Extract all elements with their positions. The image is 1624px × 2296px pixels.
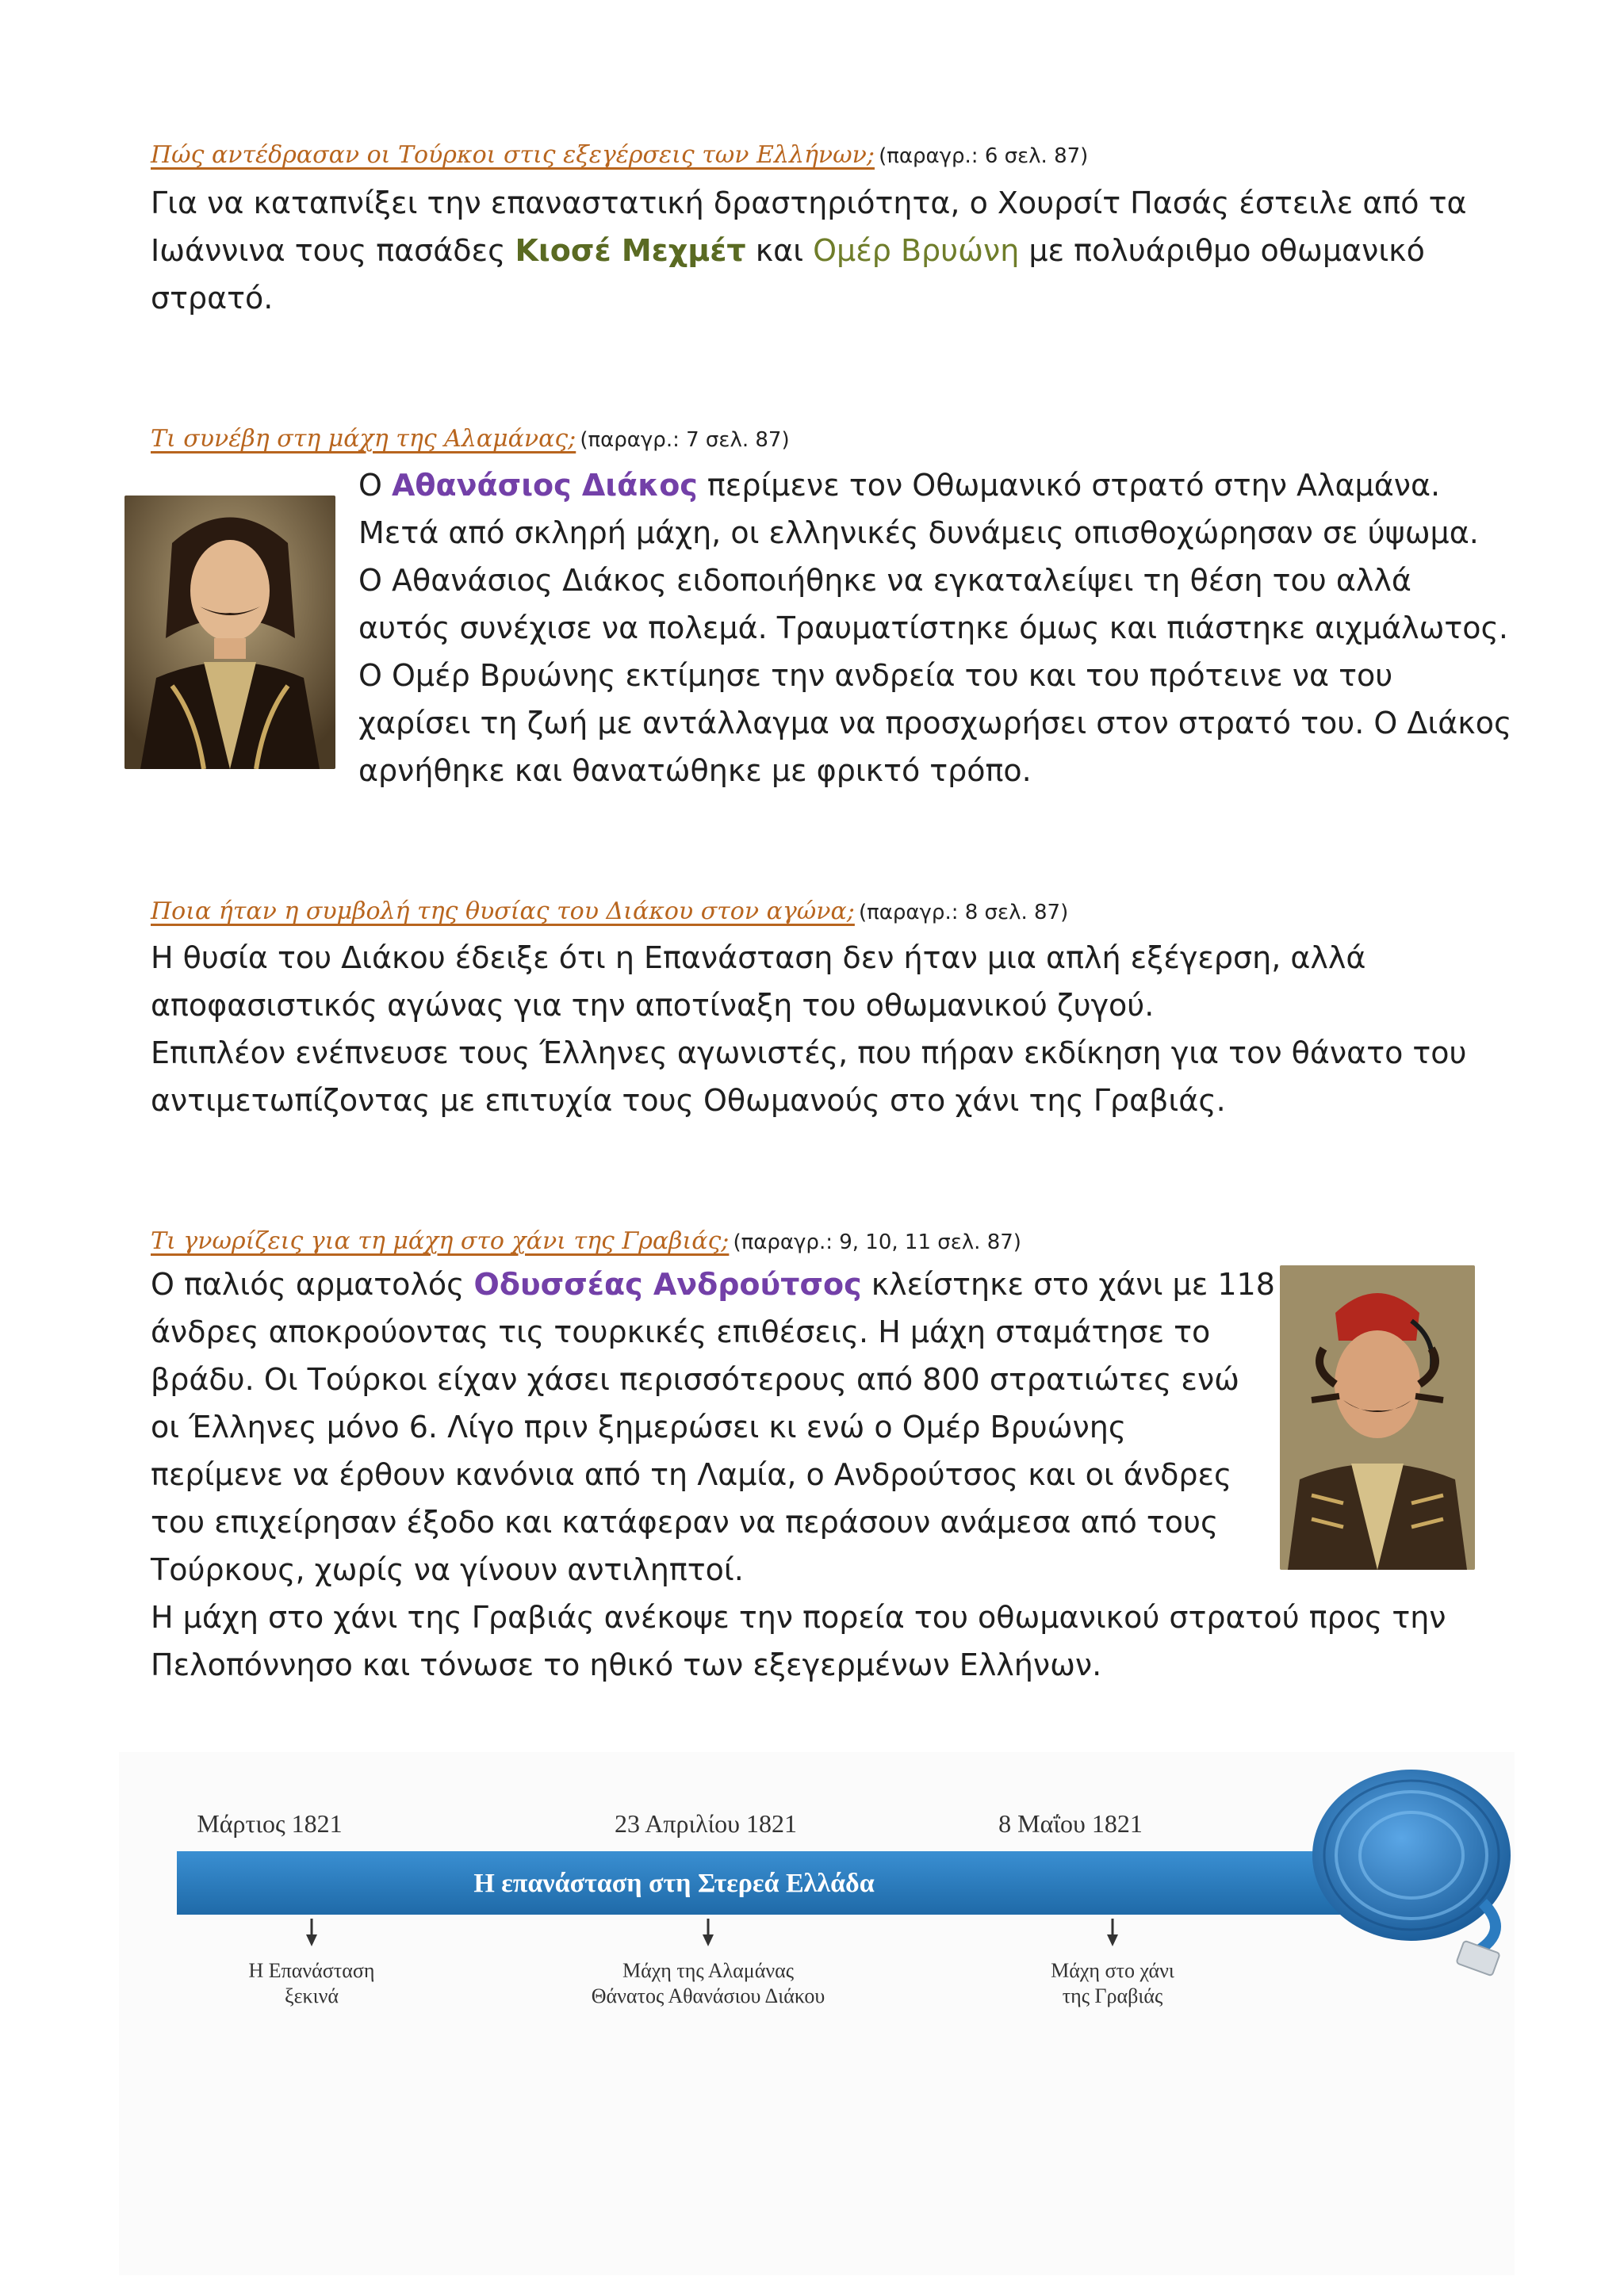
event-2-line-2: Θάνατος Αθανάσιου Διάκου xyxy=(591,1984,825,2007)
event-1-line-1: Η Επανάσταση xyxy=(248,1959,375,1982)
name-omer-vryonis: Ομέρ Βρυώνη xyxy=(813,233,1020,268)
section-4-line-2: άνδρες αποκρούοντας τις τουρκικές επιθέσεις. Η μάχη σταμάτησε το xyxy=(151,1314,1211,1349)
s1-l2a: Ιωάννινα τους πασάδες xyxy=(151,233,515,268)
cable-coil-icon xyxy=(1312,1770,1511,1976)
event-1-line-2: ξεκινά xyxy=(285,1984,339,2007)
section-2-ref: (παραγρ.: 7 σελ. 87) xyxy=(580,428,790,452)
section-2-line-2: Μετά από σκληρή μάχη, οι ελληνικές δυνάμεις οπισθοχώρησαν σε ύψωμα. xyxy=(358,515,1479,550)
section-1-line-1: Για να καταπνίξει την επαναστατική δραστηριότητα, ο Χουρσίτ Πασάς έστειλε από τα xyxy=(151,186,1467,220)
portrait-athanasios-diakos xyxy=(124,496,335,769)
name-odysseas-androutsos: Οδυσσέας Ανδρούτσος xyxy=(473,1267,862,1302)
section-1-ref: (παραγρ.: 6 σελ. 87) xyxy=(879,144,1089,168)
event-labels xyxy=(249,1959,1174,2007)
section-4-line-5: περίμενε να έρθουν κανόνια από τη Λαμία, ο Ανδρούτσος και οι άνδρες xyxy=(151,1457,1232,1492)
section-4-line-4: οι Έλληνες μόνο 6. Λίγο πριν ξημερώσει κι ενώ ο Ομέρ Βρυώνης xyxy=(151,1410,1127,1445)
s4-l1a: Ο παλιός αρματολός xyxy=(151,1267,474,1302)
section-4-ref: (παραγρ.: 9, 10, 11 σελ. 87) xyxy=(733,1230,1021,1254)
section-1-line-3: στρατό. xyxy=(151,281,274,316)
section-4-question: Τι γνωρίζεις για τη μάχη στο χάνι της Γραβιάς; xyxy=(151,1227,730,1255)
event-arrows xyxy=(306,1919,1118,1946)
section-3-line-4: αντιμετωπίζοντας με επιτυχία τους Οθωμανούς στο χάνι της Γραβιάς. xyxy=(151,1083,1226,1118)
name-athanasios-diakos: Αθανάσιος Διάκος xyxy=(392,468,698,503)
section-2-line-5: Ο Ομέρ Βρυώνης εκτίμησε την ανδρεία του και του πρότεινε να του xyxy=(358,658,1393,693)
s1-l2c: με πολυάριθμο οθωμανικό xyxy=(1019,233,1425,268)
section-2-question: Τι συνέβη στη μάχη της Αλαμάνας; xyxy=(151,425,576,453)
section-1-line-2 xyxy=(151,227,1425,274)
date-label-3: 8 Μαΐου 1821 xyxy=(998,1809,1143,1838)
name-kiose-mehmet: Κιοσέ Μεχμέτ xyxy=(515,233,746,268)
timeline-panel xyxy=(119,1752,1515,2275)
section-3-line-3: Επιπλέον ενέπνευσε τους Έλληνες αγωνιστές, που πήραν εκδίκηση για τον θάνατο του xyxy=(151,1035,1467,1070)
portrait-odysseas-androutsos xyxy=(1280,1265,1475,1570)
section-2-heading xyxy=(151,425,790,453)
section-2-line-7: αρνήθηκε και θανατώθηκε με φρικτό τρόπο. xyxy=(358,753,1032,788)
section-4-line-8: Η μάχη στο χάνι της Γραβιάς ανέκοψε την πορεία του οθωμανικού στρατού προς την xyxy=(151,1600,1446,1635)
event-3-line-1: Μάχη στο χάνι xyxy=(1051,1959,1174,1982)
date-labels xyxy=(197,1809,1143,1838)
section-4-line-9: Πελοπόννησο και τόνωσε το ηθικό των εξεγερμένων Ελλήνων. xyxy=(151,1647,1102,1682)
section-3-line-2: αποφασιστικός αγώνας για την αποτίναξη του οθωμανικού ζυγού. xyxy=(151,988,1155,1023)
event-3-line-2: της Γραβιάς xyxy=(1062,1984,1163,2007)
section-3-heading xyxy=(151,897,1068,925)
s4-l1b: κλείστηκε στο χάνι με 118 xyxy=(861,1267,1275,1302)
section-4-line-3: βράδυ. Οι Τούρκοι είχαν χάσει περισσότερους από 800 στρατιώτες ενώ xyxy=(151,1362,1239,1397)
timeline-graphic xyxy=(119,1752,1515,2275)
event-2-line-1: Μάχη της Αλαμάνας xyxy=(622,1959,795,1982)
s1-l2b: και xyxy=(745,233,814,268)
section-3-ref: (παραγρ.: 8 σελ. 87) xyxy=(858,901,1069,924)
section-1-heading xyxy=(151,141,1088,169)
date-label-2: 23 Απριλίου 1821 xyxy=(614,1809,798,1838)
date-label-1: Μάρτιος 1821 xyxy=(197,1809,343,1838)
section-4-line-6: του επιχείρησαν έξοδο και κατάφεραν να περάσουν ανάμεσα από τους xyxy=(151,1505,1219,1540)
section-4-line-7: Τούρκους, χωρίς να γίνουν αντιληπτοί. xyxy=(151,1552,744,1587)
section-2-line-1 xyxy=(358,461,1440,509)
section-2-line-3: Ο Αθανάσιος Διάκος ειδοποιήθηκε να εγκαταλείψει τη θέση του αλλά xyxy=(358,563,1411,598)
section-4-heading xyxy=(151,1227,1021,1255)
section-2-line-4: αυτός συνέχισε να πολεμά. Τραυματίστηκε όμως και πιάστηκε αιχμάλωτος. xyxy=(358,610,1508,645)
s2-l1b: περίμενε τον Οθωμανικό στρατό στην Αλαμάνα. xyxy=(697,468,1441,503)
section-2-line-6: χαρίσει τη ζωή με αντάλλαγμα να προσχωρήσει στον στρατό του. Ο Διάκος xyxy=(358,706,1512,740)
section-1-question: Πώς αντέδρασαν οι Τούρκοι στις εξεγέρσεις των Ελλήνων; xyxy=(151,141,875,169)
s2-l1a: Ο xyxy=(358,468,392,503)
section-3-line-1: Η θυσία του Διάκου έδειξε ότι η Επανάσταση δεν ήταν μια απλή εξέγερση, αλλά xyxy=(151,940,1366,975)
section-4-line-1 xyxy=(151,1261,1275,1308)
timeline-title: Η επανάσταση στη Στερεά Ελλάδα xyxy=(473,1869,875,1898)
section-3-question: Ποια ήταν η συμβολή της θυσίας του Διάκου στον αγώνα; xyxy=(151,897,855,925)
